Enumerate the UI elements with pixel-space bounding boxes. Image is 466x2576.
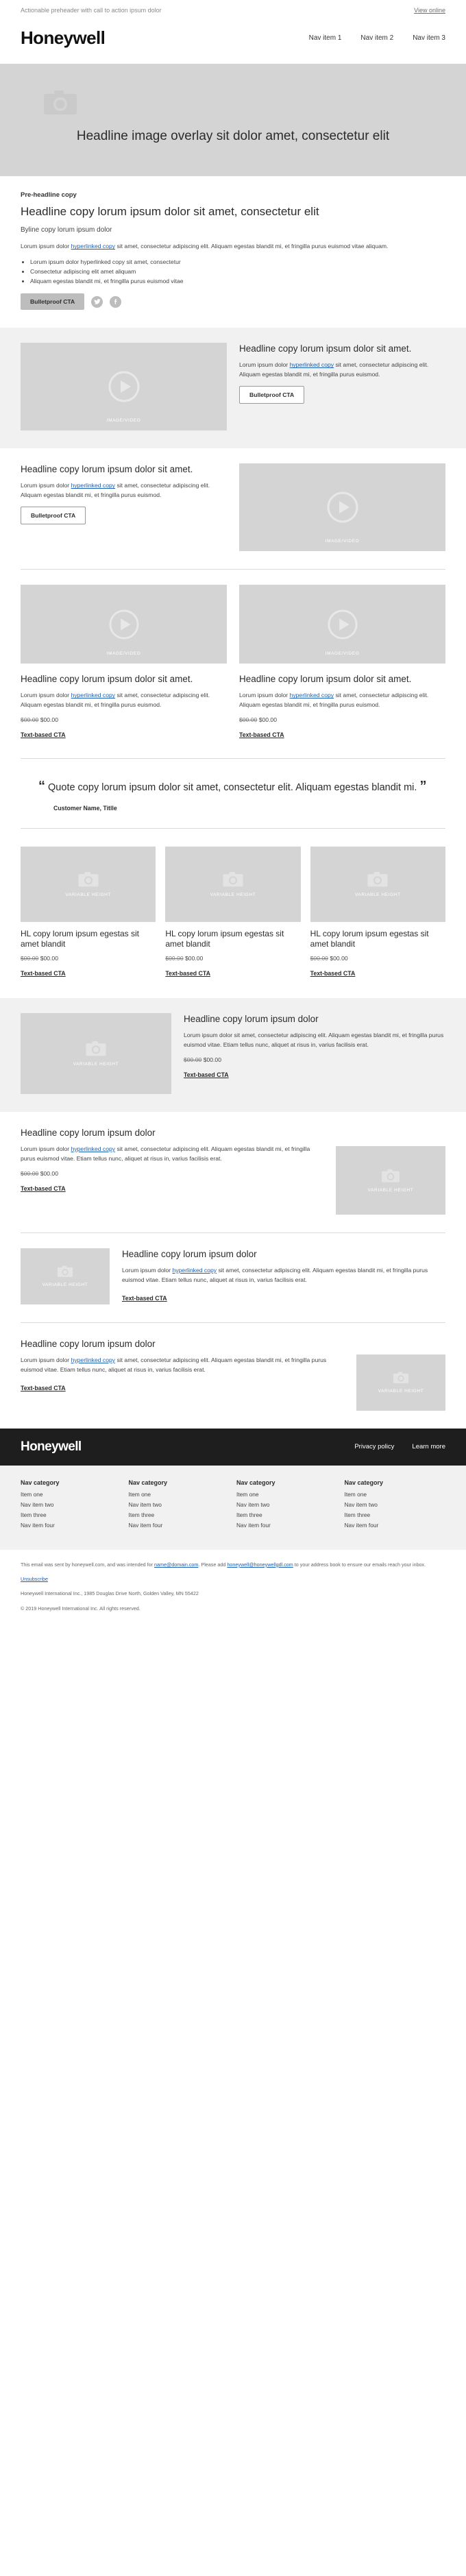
footer-nav-category: Nav category: [344, 1479, 384, 1486]
camera-icon: [41, 87, 425, 117]
intro-paragraph-part2: sit amet, consectetur adipiscing elit. Aliquam egestas blandit mi, et fringilla purus euismod vitae aliquam.: [115, 243, 389, 250]
inline-link[interactable]: hyperlinked copy: [289, 692, 334, 699]
body-part1: Lorum ipsum dolor: [21, 1357, 71, 1364]
media-placeholder-video[interactable]: [239, 585, 445, 664]
price-old: $00.00: [239, 716, 258, 724]
media-label: IMAGE/VIDEO: [106, 417, 141, 423]
body-part1: Lorum ipsum dolor: [239, 361, 290, 369]
media-placeholder-image[interactable]: [356, 1354, 445, 1411]
text-cta-link[interactable]: Text-based CTA: [21, 1184, 66, 1192]
price-new: $00.00: [330, 954, 348, 962]
learn-more-link[interactable]: Learn more: [412, 1443, 445, 1451]
quote-close-mark: ”: [419, 779, 427, 794]
product-image-left-section: [0, 998, 466, 1112]
media-label: VARIABLE HEIGHT: [42, 1283, 88, 1288]
inline-link[interactable]: hyperlinked copy: [71, 1145, 116, 1153]
price-old: $00.00: [21, 1169, 39, 1177]
section-body: [122, 1266, 445, 1285]
card-headline: HL copy lorum ipsum egestas sit amet blandit: [21, 928, 139, 949]
bulletproof-cta-button[interactable]: Bulletproof CTA: [21, 293, 84, 310]
media-placeholder-image[interactable]: [21, 1013, 171, 1094]
intro-inline-link[interactable]: hyperlinked copy: [71, 243, 116, 250]
play-icon[interactable]: [108, 371, 140, 402]
inline-link[interactable]: hyperlinked copy: [289, 361, 334, 369]
footer-nav-link[interactable]: Nav item four: [236, 1521, 271, 1529]
section-body: [21, 1145, 323, 1164]
camera-icon: [56, 1264, 74, 1278]
price-row: [21, 1170, 323, 1177]
media-label: VARIABLE HEIGHT: [354, 892, 401, 897]
body-part2: sit amet, consectetur adipiscing elit. Aliquam egestas blandit mi, et fringilla purus euismod.: [239, 361, 429, 378]
price-old: $00.00: [310, 954, 328, 962]
section-body: Lorum ipsum dolor sit amet, consectetur adipiscing elit. Aliquam egestas blandit mi, et fringilla purus euismod vitae. Etiam tellus nunc, aliquet at risus in, varius facilisis erat.: [184, 1032, 444, 1048]
body-part2: sit amet, consectetur adipiscing elit. Aliquam egestas blandit mi, et fringilla purus euismod.: [21, 482, 210, 499]
legal-section: [0, 1550, 466, 1637]
unsubscribe-row: [21, 1575, 445, 1583]
text-cta-link[interactable]: Text-based CTA: [122, 1294, 167, 1302]
body-part2: sit amet, consectetur adipiscing elit. Aliquam egestas blandit mi, et fringilla purus euismod.: [239, 692, 429, 709]
body-part2: sit amet, consectetur adipiscing elit. Aliquam egestas blandit mi, et fringilla purus euismod vitae. Etiam tellus nunc, aliquet at risus in, varius facilisis erat.: [21, 1145, 310, 1162]
list-item: • Consectetur adipiscing elit amet aliquam: [30, 267, 445, 277]
two-up-video-section: [0, 570, 466, 758]
body-part1: Lorum ipsum dolor: [239, 692, 290, 699]
bulletproof-cta-button[interactable]: Bulletproof CTA: [21, 507, 86, 524]
intro-section: [0, 176, 466, 328]
price-row: [21, 955, 156, 962]
product-copy: [21, 1127, 323, 1194]
media-placeholder-video[interactable]: [239, 463, 445, 551]
price-new: $00.00: [40, 954, 58, 962]
card-headline: HL copy lorum ipsum egestas sit amet blandit: [310, 928, 429, 949]
unsubscribe-link[interactable]: Unsubscribe: [21, 1576, 48, 1583]
body-part1: Lorum ipsum dolor: [21, 1145, 71, 1153]
card: [21, 847, 156, 979]
footer-nav-column-3: [236, 1479, 338, 1532]
footer-nav-link[interactable]: Nav item four: [344, 1521, 379, 1529]
twitter-icon[interactable]: [91, 296, 103, 308]
footer-nav-link[interactable]: Item three: [344, 1511, 371, 1518]
footer-links: [354, 1443, 445, 1450]
card-headline: Headline copy lorum ipsum dolor sit amet.: [239, 674, 412, 685]
media-placeholder-video[interactable]: [21, 585, 227, 664]
footer-nav-link[interactable]: Item one: [344, 1490, 367, 1498]
inline-link[interactable]: hyperlinked copy: [71, 692, 116, 699]
section-headline: Headline copy lorum ipsum dolor: [184, 1013, 319, 1024]
camera-icon: [84, 1039, 108, 1058]
media-placeholder-image[interactable]: [310, 847, 445, 922]
view-online-link[interactable]: View online: [414, 7, 445, 14]
media-placeholder-image[interactable]: [165, 847, 300, 922]
nav-item-2[interactable]: Nav item 2: [360, 34, 394, 42]
section-body: [21, 481, 227, 500]
footer-bar: [0, 1429, 466, 1466]
quote-text: [38, 777, 428, 796]
footer-nav-link[interactable]: Nav item two: [21, 1500, 54, 1508]
play-icon[interactable]: [328, 609, 358, 640]
camera-icon: [221, 870, 245, 888]
media-label: VARIABLE HEIGHT: [210, 892, 256, 897]
camera-icon: [366, 870, 389, 888]
camera-icon: [392, 1370, 410, 1385]
footer-nav-link[interactable]: Item three: [128, 1511, 155, 1518]
body-part1: Lorum ipsum dolor: [122, 1267, 173, 1274]
price-row: [310, 955, 445, 962]
price-row: [21, 716, 227, 723]
preheader: [0, 0, 466, 19]
play-icon[interactable]: [109, 609, 139, 640]
small-copy: [122, 1248, 445, 1304]
card-headline: HL copy lorum ipsum egestas sit amet blandit: [165, 928, 284, 949]
price-old: $00.00: [21, 716, 39, 724]
price-row: [165, 955, 300, 962]
video-text-left-copy: [21, 463, 227, 524]
card: [165, 847, 300, 979]
text-cta-link[interactable]: Text-based CTA: [239, 731, 284, 739]
body-part2: sit amet, consectetur adipiscing elit. Aliquam egestas blandit mi, et fringilla purus euismod vitae. Etiam tellus nunc, aliquet at risus in, varius facilisis erat.: [122, 1267, 428, 1283]
legal-part2: . Please add: [198, 1561, 228, 1568]
footer-nav-link[interactable]: Nav item two: [128, 1500, 162, 1508]
media-label: IMAGE/VIDEO: [325, 538, 360, 544]
section-body: [239, 361, 445, 380]
media-label: VARIABLE HEIGHT: [367, 1187, 414, 1193]
card: [310, 847, 445, 979]
text-cta-link[interactable]: Text-based CTA: [21, 969, 66, 977]
media-label: IMAGE/VIDEO: [106, 651, 141, 656]
section-headline: Headline copy lorum ipsum dolor: [21, 1338, 156, 1349]
three-up-section: [0, 829, 466, 998]
inline-link[interactable]: hyperlinked copy: [71, 1357, 116, 1364]
text-cta-link[interactable]: Text-based CTA: [310, 969, 356, 977]
footer-nav-link[interactable]: Nav item two: [236, 1500, 270, 1508]
quote-open-mark: “: [38, 779, 45, 794]
footer-nav-link[interactable]: Nav item four: [128, 1521, 163, 1529]
price-new: $00.00: [203, 1056, 221, 1063]
footer-nav-column-4: [345, 1479, 446, 1532]
media-placeholder-image[interactable]: [21, 1248, 110, 1304]
intro-cta-row: [21, 293, 445, 310]
media-label: VARIABLE HEIGHT: [73, 1062, 119, 1067]
card-body: [21, 691, 227, 710]
camera-icon: [77, 870, 100, 888]
legal-part1: This email was sent by honeywell.com, and was intended for: [21, 1561, 154, 1568]
price-new: $00.00: [40, 1169, 58, 1177]
intro-paragraph: [21, 242, 445, 252]
inline-link[interactable]: hyperlinked copy: [172, 1267, 217, 1274]
list-item: • Lorum ipsum dolor hyperlinked copy sit amet, consectetur: [30, 258, 445, 267]
product-copy: [184, 1013, 445, 1080]
list-item: • Aliquam egestas blandit mi, et fringilla purus euismod vitae: [30, 277, 445, 287]
text-cta-link[interactable]: Text-based CTA: [165, 969, 210, 977]
privacy-policy-link[interactable]: Privacy policy: [354, 1443, 395, 1451]
footer-nav-link[interactable]: Nav item four: [21, 1521, 55, 1529]
price-new: $00.00: [185, 954, 204, 962]
intro-bullet-list: [21, 258, 445, 287]
price-new: $00.00: [40, 716, 58, 724]
text-cta-link[interactable]: Text-based CTA: [21, 731, 66, 739]
footer-nav-link[interactable]: Item three: [21, 1511, 47, 1518]
price-row: [239, 716, 445, 723]
media-placeholder-video[interactable]: [21, 343, 227, 430]
footer-nav-link[interactable]: Item one: [21, 1490, 43, 1498]
nav-item-3[interactable]: Nav item 3: [413, 34, 445, 42]
legal-part3: to your address book to ensure our emails reach your inbox.: [293, 1561, 426, 1568]
company-address: Honeywell International Inc., 1985 Douglas Drive North, Golden Valley, MN 55422: [21, 1590, 199, 1597]
section-headline: Headline copy lorum ipsum dolor: [122, 1248, 257, 1259]
price-old: $00.00: [21, 954, 39, 962]
header-nav: [309, 34, 445, 42]
media-label: VARIABLE HEIGHT: [378, 1389, 424, 1394]
intro-paragraph-part1: Lorum ipsum dolor: [21, 243, 71, 250]
body-part2: sit amet, consectetur adipiscing elit. Aliquam egestas blandit mi, et fringilla purus euismod.: [21, 692, 210, 709]
footer-nav-category: Nav category: [128, 1479, 168, 1486]
price-old: $00.00: [184, 1056, 202, 1063]
hero-banner: [0, 64, 466, 176]
small-image-right-section: [0, 1323, 466, 1429]
footer-nav-link[interactable]: Item one: [236, 1490, 259, 1498]
footer-nav: [0, 1466, 466, 1550]
nav-item-1[interactable]: Nav item 1: [308, 34, 342, 42]
media-label: VARIABLE HEIGHT: [65, 892, 111, 897]
media-placeholder-image[interactable]: [21, 847, 156, 922]
legal-disclaimer: [21, 1561, 445, 1569]
bulletproof-cta-button[interactable]: Bulletproof CTA: [239, 386, 304, 404]
small-image-left-section: [0, 1233, 466, 1322]
camera-icon: [380, 1167, 401, 1184]
pre-headline: Pre-headline copy: [21, 191, 77, 199]
media-label: IMAGE/VIDEO: [325, 651, 360, 656]
copyright: © 2019 Honeywell International Inc. All rights reserved.: [21, 1605, 140, 1612]
footer-nav-link[interactable]: Item three: [236, 1511, 262, 1518]
video-text-right-section: [0, 328, 466, 448]
body-part1: Lorum ipsum dolor: [21, 692, 71, 699]
quote-section: [0, 759, 466, 827]
video-text-right-copy: [239, 343, 445, 404]
section-body: [21, 1356, 344, 1375]
price-row: [184, 1056, 445, 1063]
media-placeholder-image[interactable]: [336, 1146, 445, 1215]
facebook-icon[interactable]: [110, 296, 121, 308]
recipient-email-link[interactable]: name@domain.com: [154, 1561, 199, 1568]
text-cta-link[interactable]: Text-based CTA: [184, 1071, 229, 1078]
sender-email-link[interactable]: honeywell@honeywellgdl.com: [227, 1561, 293, 1568]
quote-attribution: Customer Name, Titlle: [53, 804, 117, 812]
product-image-right-section: [0, 1112, 466, 1232]
footer-nav-link[interactable]: Nav item two: [344, 1500, 378, 1508]
price-old: $00.00: [165, 954, 184, 962]
intro-headline: Headline copy lorum ipsum dolor sit amet, consectetur elit: [21, 204, 319, 218]
intro-byline: Byline copy lorum ipsum dolor: [21, 226, 112, 234]
small-copy: [21, 1338, 344, 1394]
email-header: [0, 19, 466, 64]
play-icon[interactable]: [327, 491, 358, 523]
quote-copy: Quote copy lorum ipsum dolor sit amet, consectetur elit. Aliquam egestas blandit mi.: [48, 782, 417, 794]
card-body: [239, 691, 445, 710]
card: [21, 585, 227, 740]
footer-nav-category: Nav category: [236, 1479, 275, 1486]
price-new: $00.00: [258, 716, 277, 724]
card: [239, 585, 445, 740]
section-headline: Headline copy lorum ipsum dolor: [21, 1127, 156, 1138]
preheader-text: Actionable preheader with call to action ipsum dolor: [21, 7, 162, 14]
body-part1: Lorum ipsum dolor: [21, 482, 71, 489]
body-part2: sit amet, consectetur adipiscing elit. Aliquam egestas blandit mi, et fringilla purus euismod vitae. Etiam tellus nunc, aliquet at risus in, varius facilisis erat.: [21, 1357, 327, 1373]
brand-logo: Honeywell: [21, 27, 106, 48]
section-headline: Headline copy lorum ipsum dolor sit amet.: [239, 343, 412, 354]
footer-nav-category: Nav category: [21, 1479, 60, 1486]
footer-nav-column-2: [129, 1479, 230, 1532]
section-headline: Headline copy lorum ipsum dolor sit amet.: [21, 464, 193, 475]
footer-nav-link[interactable]: Item one: [128, 1490, 151, 1498]
footer-logo: Honeywell: [21, 1439, 82, 1454]
text-cta-link[interactable]: Text-based CTA: [21, 1384, 66, 1392]
card-headline: Headline copy lorum ipsum dolor sit amet.: [21, 674, 193, 685]
hero-headline: Headline image overlay sit dolor amet, consectetur elit: [76, 129, 390, 143]
video-text-left-section: [0, 448, 466, 569]
inline-link[interactable]: hyperlinked copy: [71, 482, 116, 489]
footer-nav-column-1: [21, 1479, 122, 1532]
